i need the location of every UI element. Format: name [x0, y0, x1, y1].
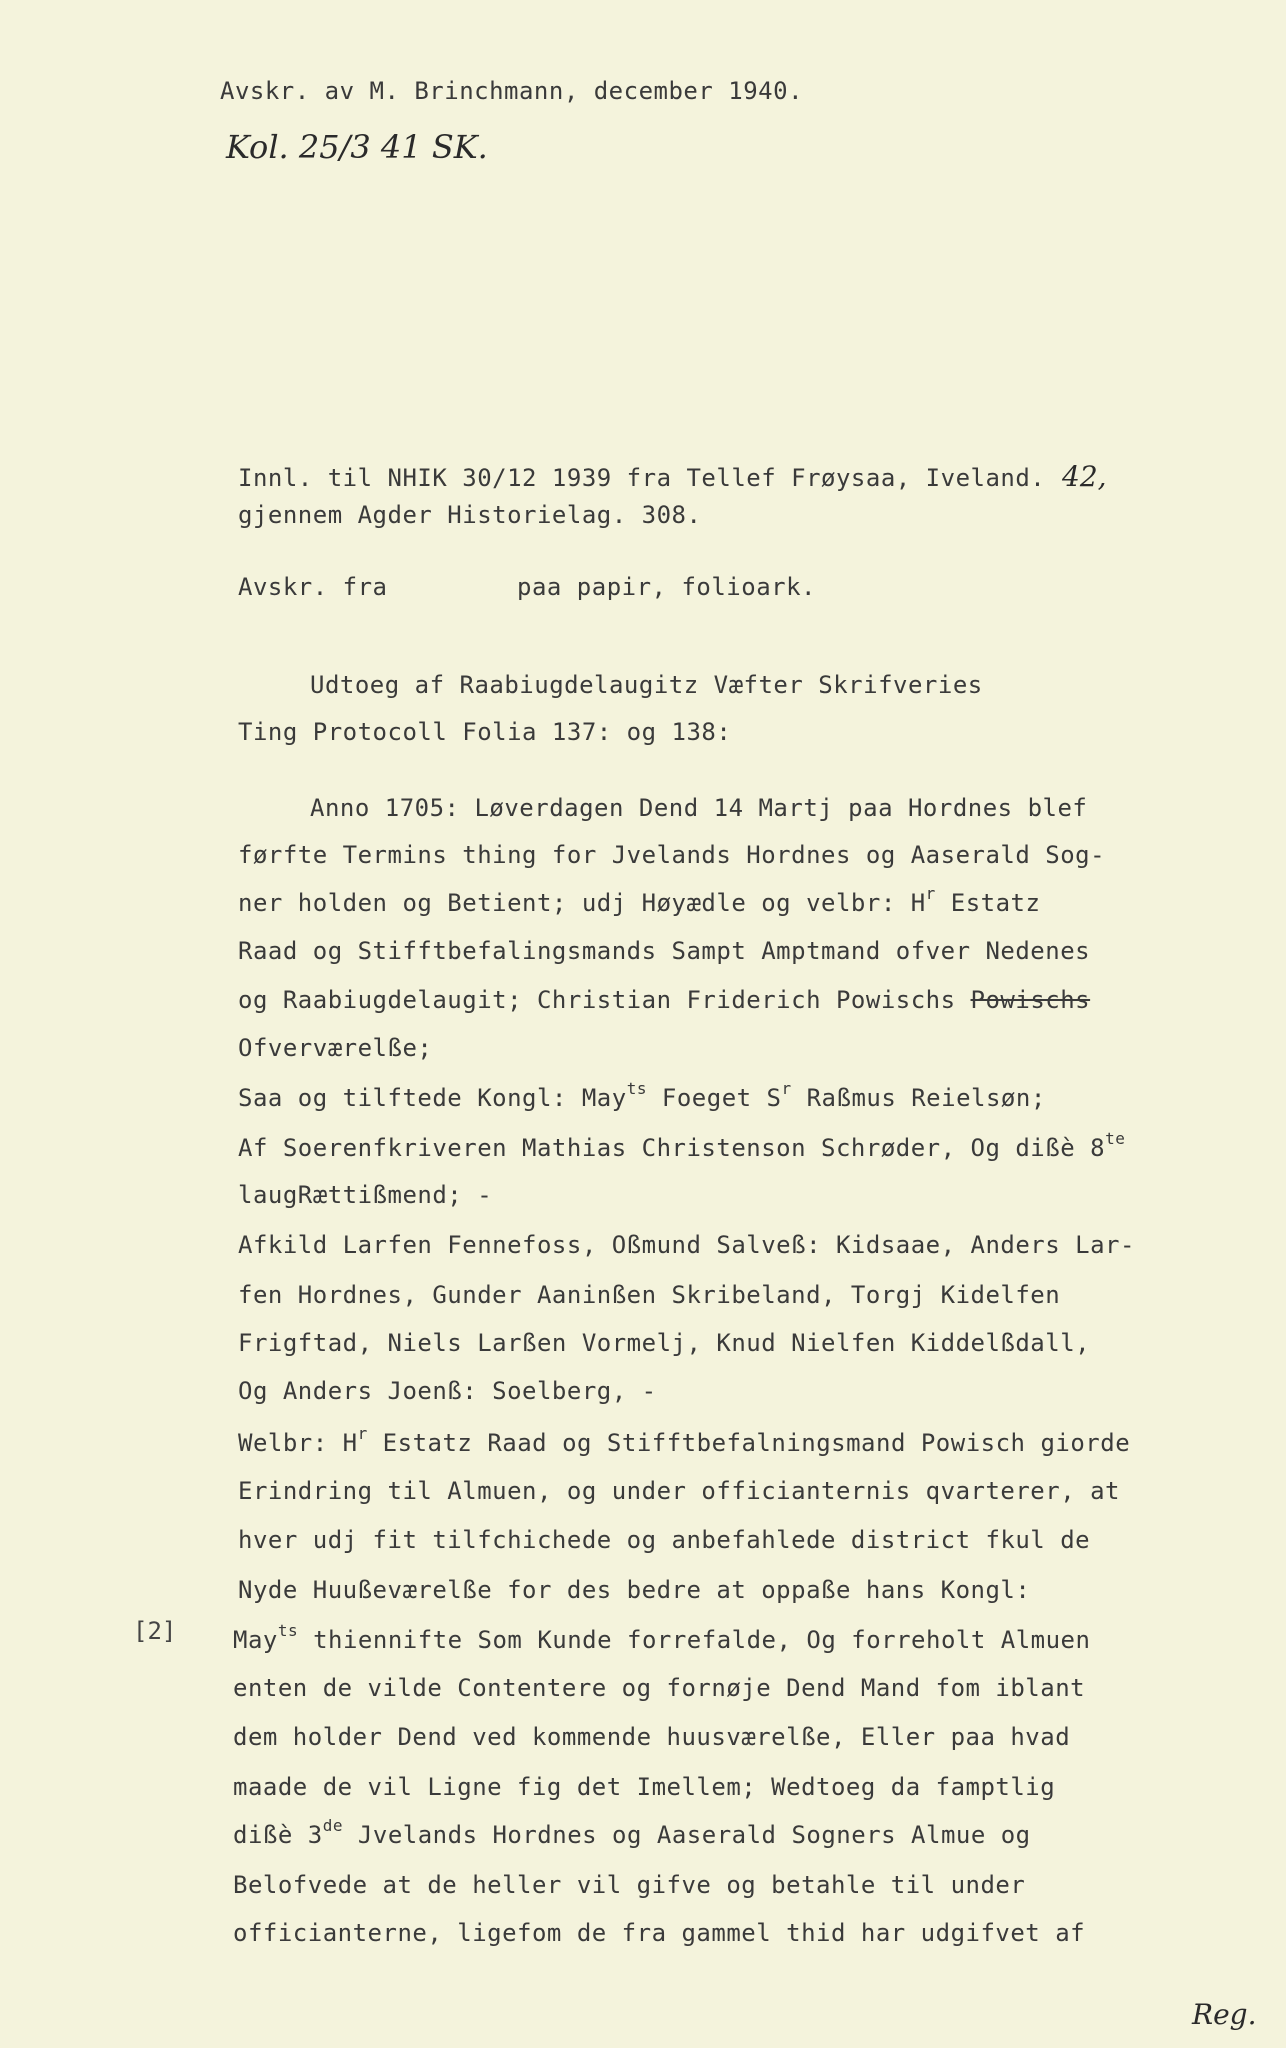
- handwritten-reference: Kol. 25/3 41 SK.: [226, 128, 488, 166]
- bottom-right-note: Reg.: [1192, 1998, 1257, 2031]
- body-line-9: laugRættißmend; -: [238, 1181, 493, 1209]
- body-line-17: Nyde Huußeværelße for des bedre at oppaße hans Kongl:: [238, 1576, 1031, 1604]
- body-line-5: og Raabiugdelaugit; Christian Friderich Powischs Powischs: [238, 986, 1091, 1014]
- body-line-21: maade de vil Ligne fig det Imellem; Wedtoeg da famptlig: [233, 1773, 1056, 1801]
- body-line-10: Afkild Larfen Fennefoss, Oßmund Salveß: Kidsaae, Anders Lar-: [238, 1231, 1135, 1259]
- source-label: Avskr. fra: [238, 573, 388, 601]
- body-line-19: enten de vilde Contentere og fornøje Dend Mand fom iblant: [233, 1674, 1086, 1702]
- struck-word: Powischs: [970, 986, 1091, 1014]
- body-line-23: Belofvede at de heller vil gifve og betahle til under: [233, 1871, 1026, 1899]
- body-line-4: Raad og Stifftbefalingsmands Sampt Amptmand ofver Nedenes: [238, 937, 1091, 965]
- page-marker: [2]: [133, 1617, 177, 1645]
- body-line-22: dißè 3de Jvelands Hordnes og Aaserald Sogners Almue og: [233, 1816, 1031, 1849]
- body-line-16: hver udj fit tilfchichede og anbefahlede district fkul de: [238, 1526, 1091, 1554]
- body-line-1: Anno 1705: Løverdagen Dend 14 Martj paa Hordnes blef: [310, 794, 1088, 822]
- body-line-18: May$^{ts}$ thiennifte Som Kunde forrefalde, Og forreholt Almuen: [233, 1621, 1091, 1654]
- body-line-3: ner holden og Betient; udj Høyædle og velbr: $H^r$ Estatz: [238, 884, 1041, 917]
- intro-line-1: Innl. til NHIK 30/12 1939 fra Tellef Frøysaa, Iveland.: [238, 464, 1046, 492]
- body-line-11: fen Hordnes, Gunder Aaninßen Skribeland, Torgj Kidelfen: [238, 1281, 1061, 1309]
- source-medium: paa papir, folioark.: [517, 573, 816, 601]
- body-line-15: Erindring til Almuen, og under officianternis qvarterer, at: [238, 1477, 1121, 1505]
- intro-line-2: gjennem Agder Historielag. 308.: [238, 501, 702, 529]
- body-line-8: Af Soerenfkriveren Mathias Christenson Schrøder, Og dißè $8^{te}$: [238, 1129, 1126, 1162]
- body-line-2: førfte Termins thing for Jvelands Hordnes og Aaserald Sog-: [238, 841, 1106, 869]
- body-line-20: dem holder Dend ved kommende huusværelße, Eller paa hvad: [233, 1723, 1071, 1751]
- body-line-12: Frigftad, Niels Larßen Vormelj, Knud Nielfen Kiddelßdall,: [238, 1329, 1091, 1357]
- document-title-line-2: Ting Protocoll Folia 137: og 138:: [238, 718, 732, 746]
- body-line-14: Welbr: $H^r$ Estatz Raad og Stifftbefalningsmand Powisch giorde: [238, 1424, 1131, 1457]
- intro-handwritten-number: 42,: [1062, 460, 1107, 493]
- body-line-24: officianterne, ligefom de fra gammel thid har udgifvet af: [233, 1919, 1086, 1947]
- body-line-6: Ofverværelße;: [238, 1034, 433, 1062]
- body-line-13: Og Anders Joenß: Soelberg, -: [238, 1377, 657, 1405]
- transcription-note: Avskr. av M. Brinchmann, december 1940.: [220, 77, 804, 105]
- document-title-line-1: Udtoeg af Raabiugdelaugitz Væfter Skrifveries: [310, 671, 983, 699]
- body-line-7: Saa og tilftede Kongl: May$^{ts}$ Foeget $S^r$ Raßmus Reielsøn;: [238, 1079, 1046, 1112]
